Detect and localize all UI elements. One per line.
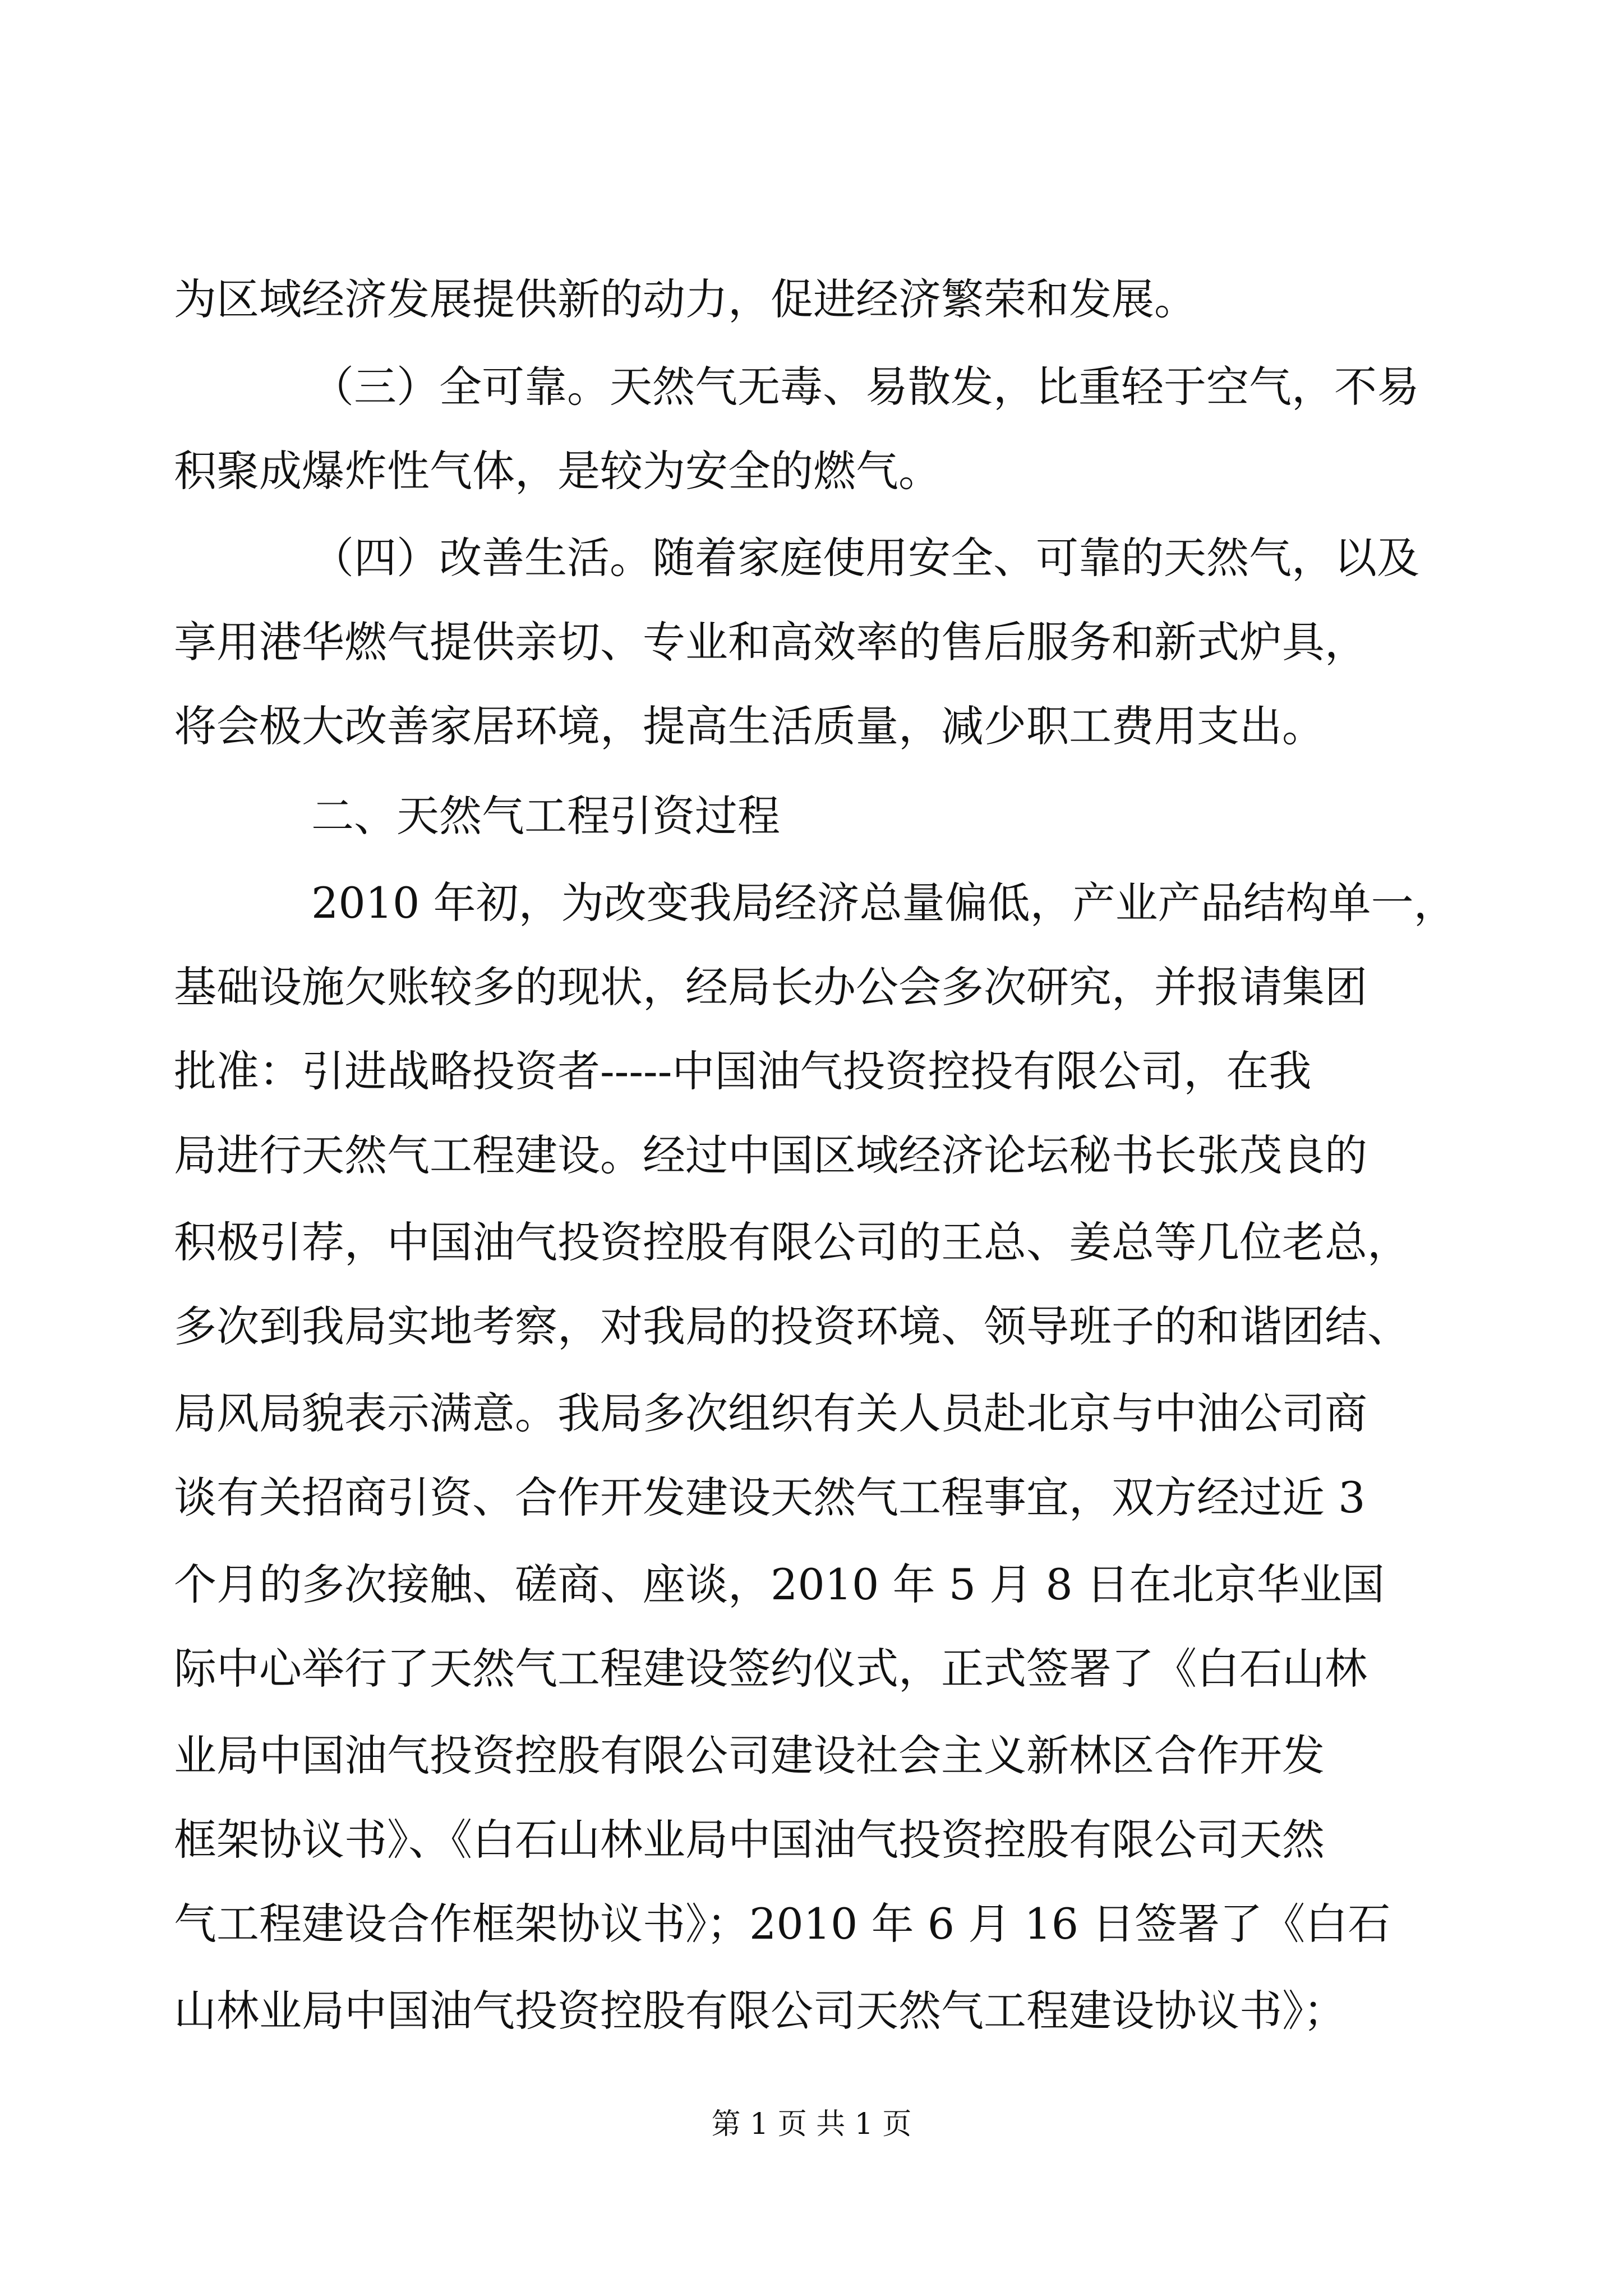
text-line-5: 享用港华燃气提供亲切、专业和高效率的售后服务和新式炉具， bbox=[174, 617, 1367, 667]
text-line-6: 将会极大改善家居环境，提高生活质量，减少职工费用支出。 bbox=[174, 701, 1325, 751]
text-line-19: 框架协议书》、《白石山林业局中国油气投资控股有限公司天然 bbox=[174, 1815, 1325, 1865]
text-line-3: 积聚成爆炸性气体，是较为安全的燃气。 bbox=[174, 446, 941, 496]
text-line-9: 基础设施欠账较多的现状，经局长办公会多次研究，并报请集团 bbox=[174, 962, 1367, 1012]
text-line-21: 山林业局中国油气投资控股有限公司天然气工程建设协议书》； bbox=[174, 1986, 1346, 2036]
section-heading: 二、天然气工程引资过程 bbox=[311, 791, 780, 841]
text-line-4: （四）改善生活。随着家庭使用安全、可靠的天然气，以及 bbox=[311, 533, 1419, 583]
text-line-1: 为区域经济发展提供新的动力，促进经济繁荣和发展。 bbox=[174, 274, 1197, 324]
text-line-10: 批准：引进战略投资者-----中国油气投资控投有限公司，在我 bbox=[174, 1046, 1312, 1096]
text-line-8: 2010 年初，为改变我局经济总量偏低，产业产品结构单一， bbox=[311, 878, 1456, 928]
text-line-13: 多次到我局实地考察，对我局的投资环境、领导班子的和谐团结、 bbox=[174, 1301, 1410, 1351]
text-line-20: 气工程建设合作框架协议书》；2010 年 6 月 16 日签署了《白石 bbox=[174, 1899, 1391, 1949]
text-line-14: 局风局貌表示满意。我局多次组织有关人员赴北京与中油公司商 bbox=[174, 1388, 1367, 1438]
text-line-12: 积极引荐，中国油气投资控股有限公司的王总、姜总等几位老总， bbox=[174, 1217, 1410, 1267]
page-footer: 第 1 页 共 1 页 bbox=[711, 2108, 912, 2141]
text-line-2: （三）全可靠。天然气无毒、易散发，比重轻于空气，不易 bbox=[311, 362, 1419, 412]
text-line-16: 个月的多次接触、磋商、座谈，2010 年 5 月 8 日在北京华业国 bbox=[174, 1559, 1385, 1609]
text-line-17: 际中心举行了天然气工程建设签约仪式，正式签署了《白石山林 bbox=[174, 1644, 1367, 1694]
text-line-15: 谈有关招商引资、合作开发建设天然气工程事宜，双方经过近 3 bbox=[174, 1473, 1366, 1522]
text-line-11: 局进行天然气工程建设。经过中国区域经济论坛秘书长张茂良的 bbox=[174, 1130, 1367, 1180]
text-line-18: 业局中国油气投资控股有限公司建设社会主义新林区合作开发 bbox=[174, 1731, 1325, 1780]
